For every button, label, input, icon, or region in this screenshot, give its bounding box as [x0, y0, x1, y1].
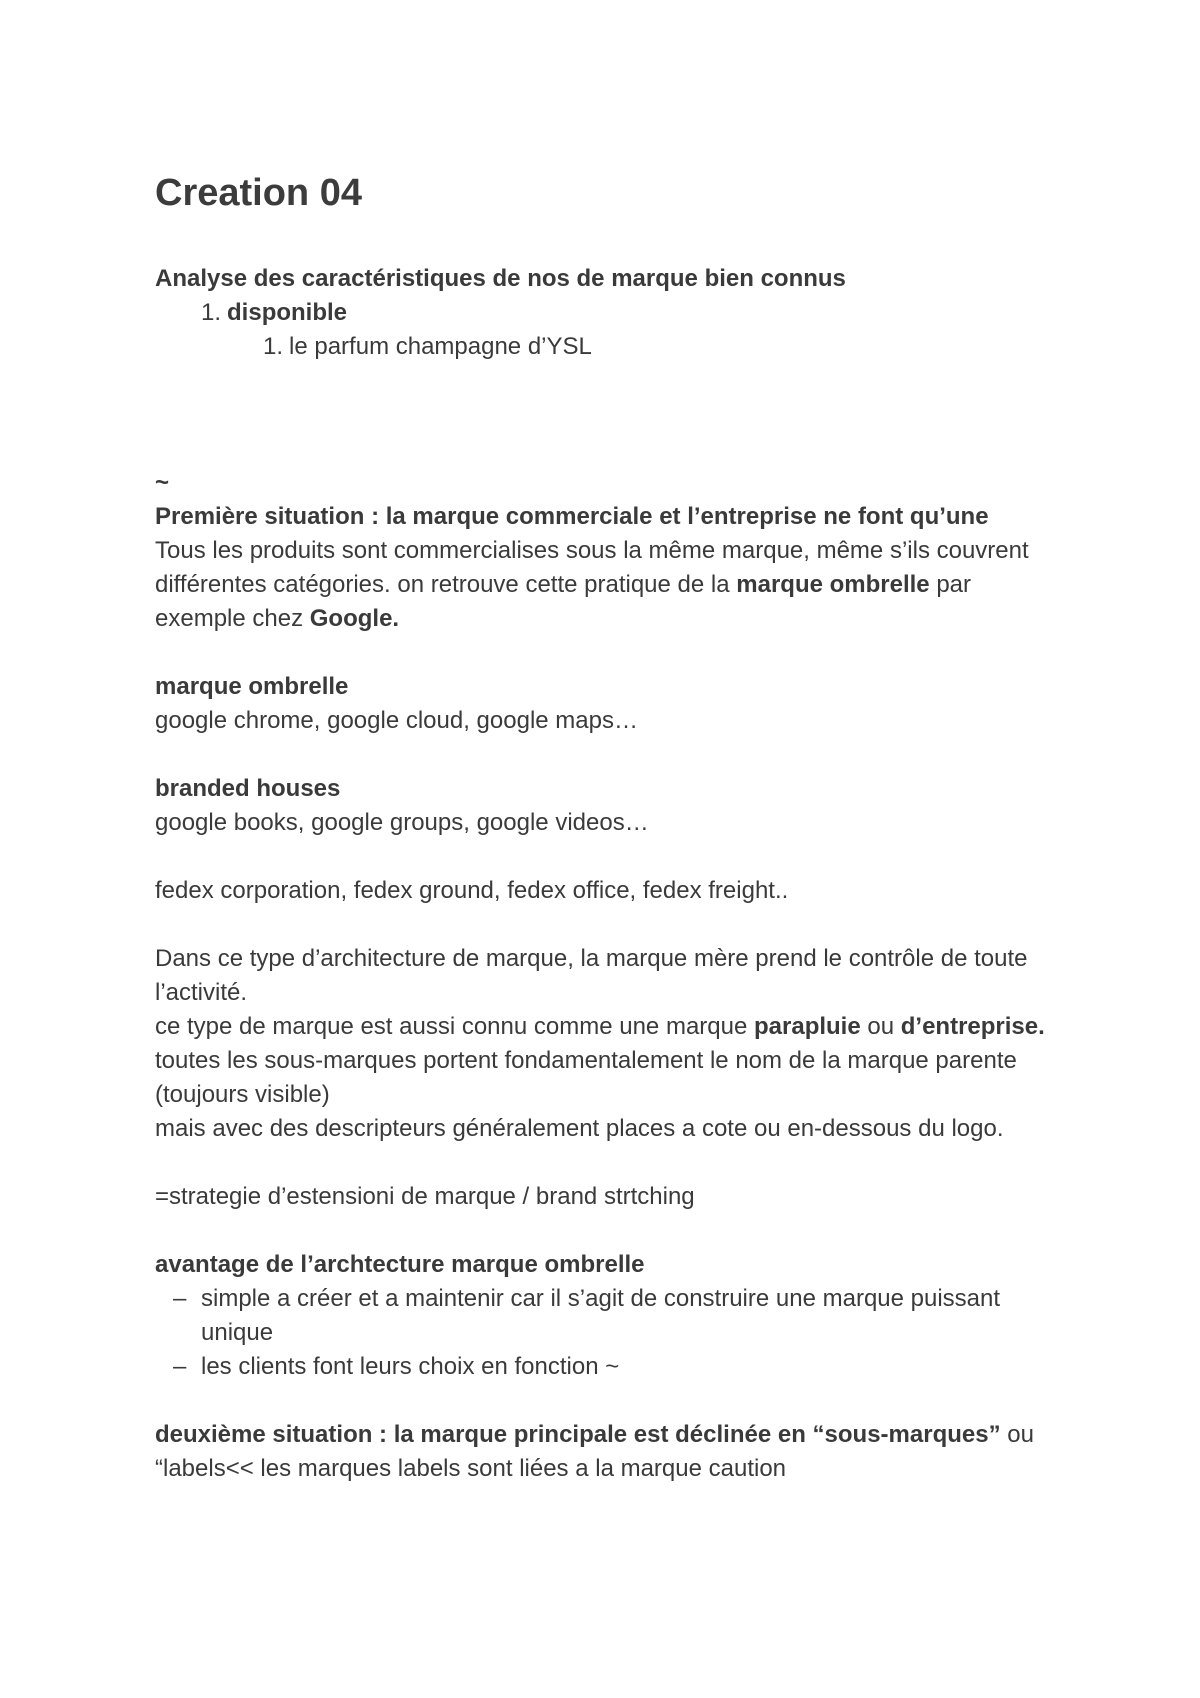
situation1-paragraph: [155, 534, 1055, 636]
list-item: [155, 296, 1055, 330]
list-item: [155, 1350, 1055, 1384]
spacer: [155, 738, 1055, 772]
fedex-text: fedex corporation, fedex ground, fedex office, fedex freight..: [155, 877, 789, 904]
situation1-heading: Première situation : la marque commerciale et l’entreprise ne font qu’une: [155, 503, 989, 530]
paragraph-text: par exemple chez: [155, 571, 972, 632]
page-title: Creation 04: [155, 172, 362, 214]
sub-list-number: 1.: [263, 333, 284, 360]
list-number: 1.: [201, 299, 222, 326]
spacer: [155, 1214, 1055, 1248]
bold-term-parapluie: parapluie: [754, 1013, 861, 1040]
list-item-label: simple a créer et a maintenir car il s’agit de construire une marque puissant unique: [201, 1285, 1001, 1346]
bold-term-google: Google.: [309, 605, 400, 632]
paragraph-text: Tous les produits sont commercialises sous la même marque, même s’ils couvrent différentes catégories. on retrouve cette pratique de la: [155, 537, 1029, 598]
list-item-label: les clients font leurs choix en fonction ~: [201, 1353, 620, 1380]
spacer: [155, 908, 1055, 942]
spacer: [155, 636, 1055, 670]
branded-heading: branded houses: [155, 775, 341, 802]
strategie-text: =strategie d’estensioni de marque / brand strtching: [155, 1183, 695, 1210]
dans-line-1: Dans ce type d’architecture de marque, la marque mère prend le contrôle de toute l’activité.: [155, 945, 1028, 1006]
paragraph-text: ou “labels<< les marques labels sont liées a la marque caution: [155, 1421, 1034, 1482]
bold-term-marque-ombrelle: marque ombrelle: [736, 571, 930, 598]
situation2-paragraph: [155, 1418, 1055, 1486]
paragraph-text: ou: [860, 1013, 901, 1040]
avantage-heading: avantage de l’archtecture marque ombrelle: [155, 1251, 645, 1278]
spacer: [155, 840, 1055, 874]
dash-bullet: –: [173, 1353, 187, 1380]
dans-line-4: mais avec des descripteurs généralement places a cote ou en-dessous du logo.: [155, 1115, 1004, 1142]
separator-tilde: ~: [155, 469, 170, 496]
spacer: [155, 1146, 1055, 1180]
ombrelle-heading: marque ombrelle: [155, 673, 349, 700]
list-item: [155, 1282, 1055, 1350]
branded-text: google books, google groups, google videos…: [155, 809, 649, 836]
spacer: [155, 364, 1055, 466]
list-item-label: disponible: [227, 299, 348, 326]
sub-list-item-label: le parfum champagne d’YSL: [289, 333, 592, 360]
bold-term-entreprise: d’entreprise.: [900, 1013, 1045, 1040]
ombrelle-text: google chrome, google cloud, google maps…: [155, 707, 638, 734]
dans-line-3: toutes les sous-marques portent fondamentalement le nom de la marque parente (toujours visible): [155, 1047, 1017, 1108]
analyse-heading: Analyse des caractéristiques de nos de marque bien connus: [155, 265, 846, 292]
situation2-heading: deuxième situation : la marque principale est déclinée en “sous-marques”: [155, 1421, 1001, 1448]
paragraph-text: ce type de marque est aussi connu comme une marque: [155, 1013, 754, 1040]
spacer: [155, 1384, 1055, 1418]
dans-line-2: [155, 1010, 1055, 1044]
dash-bullet: –: [173, 1285, 187, 1312]
document-body: [155, 262, 1055, 1486]
sub-list-item: [155, 330, 1055, 364]
